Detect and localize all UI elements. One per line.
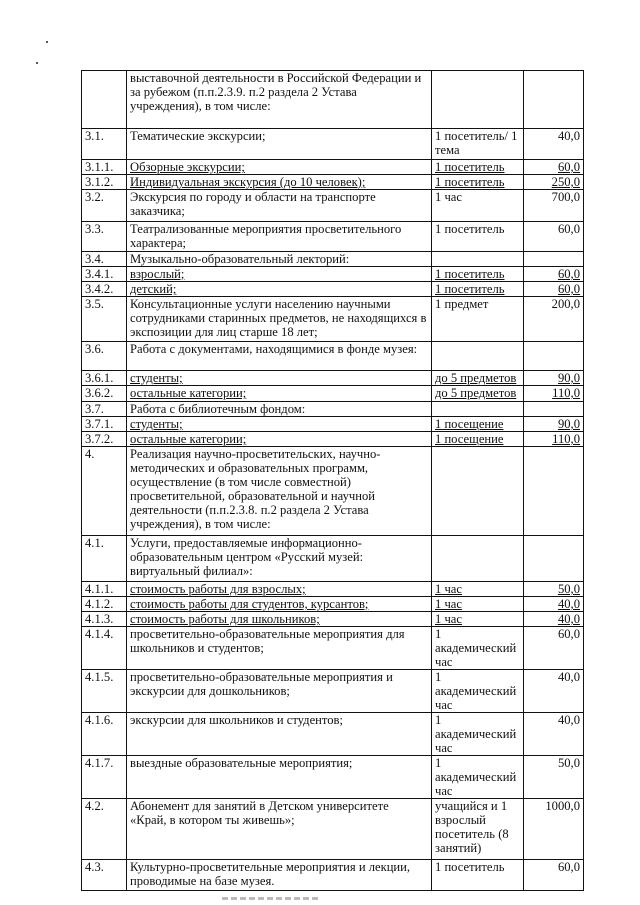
table-row [82,129,584,160]
row-unit: 1 посетитель/ 1 тема [432,129,524,160]
row-service-name: экскурсии для школьников и студентов; [127,713,432,756]
row-service-name: выездные образовательные мероприятия; [127,756,432,799]
row-service-name: остальные категории; [127,386,432,402]
row-number: 4.2. [82,799,127,860]
row-number: 3.7. [82,402,127,417]
table-row [82,536,584,582]
table-row [82,160,584,175]
table-row [82,371,584,386]
row-service-name: Тематические экскурсии; [127,129,432,160]
row-number: 3.3. [82,222,127,252]
table-row [82,799,584,860]
row-number: 4.1.3. [82,612,127,627]
row-price [524,71,584,129]
table-row [82,432,584,447]
row-price: 90,0 [524,417,584,432]
row-unit: 1 академический час [432,670,524,713]
row-unit [432,71,524,129]
row-price: 90,0 [524,371,584,386]
table-row [82,670,584,713]
row-unit: до 5 предметов [432,371,524,386]
row-service-name: Обзорные экскурсии; [127,160,432,175]
row-service-name: выставочной деятельности в Российской Федерации и за рубежом (п.п.2.3.9. п.2 раздела 2 Устава учреждения), в том числе: [127,71,432,129]
table-row [82,252,584,267]
row-price: 60,0 [524,267,584,282]
row-unit: 1 посетитель [432,267,524,282]
row-unit: 1 посетитель [432,175,524,190]
table-row [82,612,584,627]
row-service-name: Услуги, предоставляемые информационно-образовательным центром «Русский музей: виртуальный филиал»: [127,536,432,582]
row-number: 4.1.4. [82,627,127,670]
price-list-table [81,70,584,891]
row-price: 40,0 [524,670,584,713]
row-service-name: Реализация научно-просветительских, научно-методических и образовательных программ, осуществление (в том числе совместной) просветительной, образовательной и научной деятельности (п.п.2.3.8. п.2 раздела 2 Устава учреждения), в том числе: [127,447,432,536]
row-price: 40,0 [524,129,584,160]
row-price: 40,0 [524,612,584,627]
row-service-name: Театрализованные мероприятия просветительного характера; [127,222,432,252]
row-price: 1000,0 [524,799,584,860]
table-row [82,222,584,252]
table-row [82,297,584,342]
price-list-body [82,71,584,891]
row-number: 4.1.2. [82,597,127,612]
row-unit [432,447,524,536]
row-service-name: Индивидуальная экскурсия (до 10 человек); [127,175,432,190]
row-number: 3.2. [82,190,127,222]
row-unit: 1 академический час [432,627,524,670]
row-number: 4.1. [82,536,127,582]
row-unit: 1 академический час [432,713,524,756]
row-service-name: остальные категории; [127,432,432,447]
row-number [82,71,127,129]
row-unit: до 5 предметов [432,386,524,402]
row-service-name: студенты; [127,371,432,386]
row-number: 4.1.5. [82,670,127,713]
row-number: 3.6.2. [82,386,127,402]
row-service-name: стоимость работы для студентов, курсантов; [127,597,432,612]
row-service-name: Музыкально-образовательный лекторий: [127,252,432,267]
row-price: 110,0 [524,386,584,402]
row-number: 3.5. [82,297,127,342]
scan-speck [46,41,48,43]
row-price: 200,0 [524,297,584,342]
scan-footer-mark [222,897,318,900]
row-service-name: просветительно-образовательные мероприятия для школьников и студентов; [127,627,432,670]
table-row [82,386,584,402]
row-price: 60,0 [524,627,584,670]
table-row [82,627,584,670]
table-row [82,267,584,282]
row-unit: 1 посетитель [432,160,524,175]
row-unit: 1 предмет [432,297,524,342]
row-price: 60,0 [524,860,584,891]
row-number: 3.7.1. [82,417,127,432]
row-number: 3.4.2. [82,282,127,297]
row-unit [432,342,524,371]
table-row [82,342,584,371]
row-service-name: Абонемент для занятий в Детском университете «Край, в котором ты живешь»; [127,799,432,860]
row-number: 3.4.1. [82,267,127,282]
row-number: 3.6.1. [82,371,127,386]
table-row [82,417,584,432]
row-unit [432,402,524,417]
row-number: 4.3. [82,860,127,891]
row-price [524,342,584,371]
table-row [82,713,584,756]
row-unit: 1 посетитель [432,282,524,297]
row-price: 40,0 [524,597,584,612]
row-unit: 1 час [432,582,524,597]
row-service-name: просветительно-образовательные мероприятия и экскурсии для дошкольников; [127,670,432,713]
row-number: 3.7.2. [82,432,127,447]
table-row [82,447,584,536]
row-unit: 1 посетитель [432,860,524,891]
row-price: 60,0 [524,282,584,297]
row-service-name: стоимость работы для школьников; [127,612,432,627]
row-service-name: Работа с документами, находящимися в фонде музея: [127,342,432,371]
row-number: 4. [82,447,127,536]
row-unit: учащийся и 1 взрослый посетитель (8 занятий) [432,799,524,860]
row-service-name: взрослый; [127,267,432,282]
table-row [82,175,584,190]
row-service-name: детский; [127,282,432,297]
row-unit: 1 час [432,612,524,627]
row-service-name: Экскурсия по городу и области на транспорте заказчика; [127,190,432,222]
row-number: 3.1.2. [82,175,127,190]
table-row [82,756,584,799]
row-number: 3.6. [82,342,127,371]
row-price [524,536,584,582]
row-unit: 1 посещение [432,432,524,447]
row-unit: 1 час [432,597,524,612]
row-unit: 1 посетитель [432,222,524,252]
row-price: 60,0 [524,160,584,175]
row-number: 3.1.1. [82,160,127,175]
table-row [82,71,584,129]
row-service-name: Консультационные услуги населению научными сотрудниками старинных предметов, не находящихся в экспозиции для лиц старше 18 лет; [127,297,432,342]
row-service-name: Работа с библиотечным фондом: [127,402,432,417]
scan-speck [36,62,38,64]
row-price: 250,0 [524,175,584,190]
row-number: 3.1. [82,129,127,160]
row-unit: 1 час [432,190,524,222]
row-price [524,447,584,536]
table-row [82,282,584,297]
row-number: 3.4. [82,252,127,267]
row-service-name: студенты; [127,417,432,432]
row-unit: 1 академический час [432,756,524,799]
row-unit [432,536,524,582]
table-row [82,597,584,612]
row-number: 4.1.7. [82,756,127,799]
row-price [524,402,584,417]
row-unit: 1 посещение [432,417,524,432]
row-number: 4.1.1. [82,582,127,597]
row-service-name: стоимость работы для взрослых; [127,582,432,597]
row-price: 50,0 [524,582,584,597]
row-number: 4.1.6. [82,713,127,756]
row-price: 700,0 [524,190,584,222]
row-price [524,252,584,267]
row-unit [432,252,524,267]
table-row [82,582,584,597]
row-service-name: Культурно-просветительные мероприятия и лекции, проводимые на базе музея. [127,860,432,891]
row-price: 60,0 [524,222,584,252]
table-row [82,190,584,222]
table-row [82,402,584,417]
row-price: 110,0 [524,432,584,447]
table-row [82,860,584,891]
row-price: 50,0 [524,756,584,799]
row-price: 40,0 [524,713,584,756]
